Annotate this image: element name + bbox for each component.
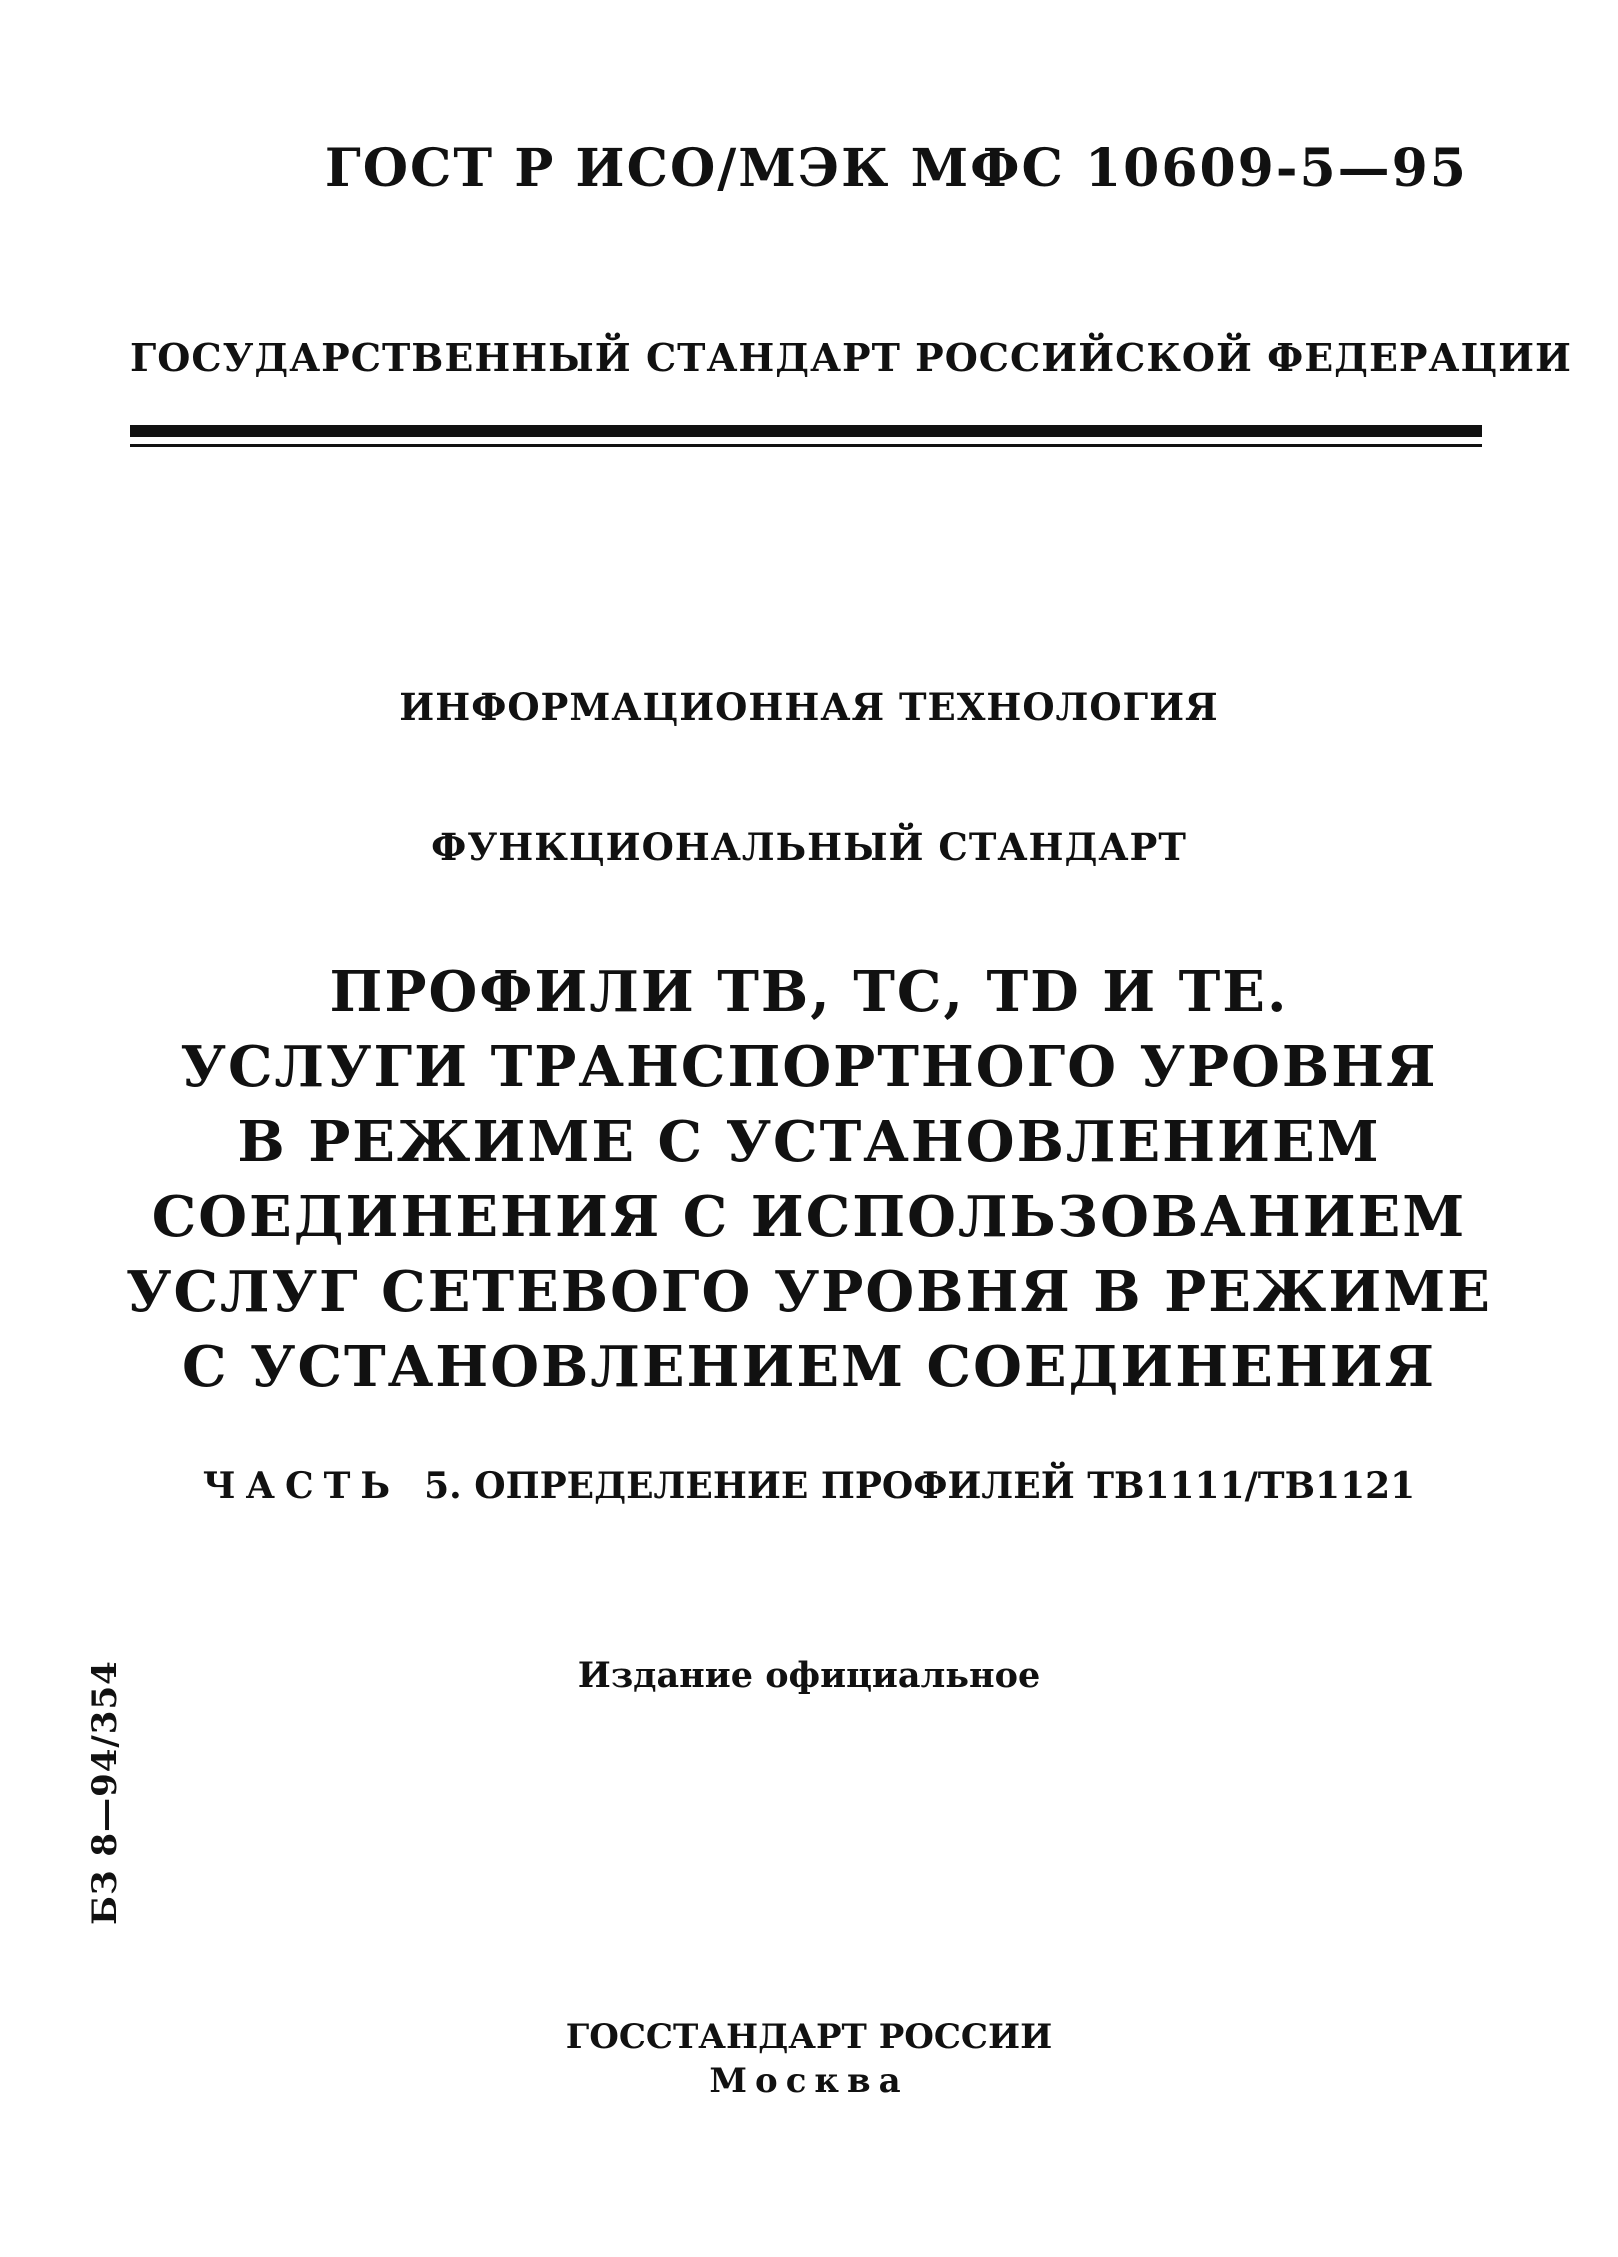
title-line: С УСТАНОВЛЕНИЕМ СОЕДИНЕНИЯ xyxy=(181,1334,1437,1400)
part-title: 5. ОПРЕДЕЛЕНИЕ ПРОФИЛЕЙ ТВ1111/ТВ1121 xyxy=(424,1465,1416,1507)
title-line: ПРОФИЛИ ТВ, ТС, TD И ТЕ. xyxy=(329,959,1289,1025)
state-standard-heading: ГОСУДАРСТВЕННЫЙ СТАНДАРТ РОССИЙСКОЙ ФЕДЕРАЦИИ xyxy=(130,335,1572,380)
title-line: УСЛУГИ ТРАНСПОРТНОГО УРОВНЯ xyxy=(180,1034,1438,1100)
title-line: В РЕЖИМЕ С УСТАНОВЛЕНИЕМ xyxy=(237,1109,1381,1175)
publisher-city: Москва xyxy=(709,2061,909,2101)
header-rule-thin xyxy=(130,444,1482,447)
standard-designation: ГОСТ Р ИСО/МЭК МФС 10609-5—95 xyxy=(324,138,1468,199)
subject-heading: ИНФОРМАЦИОННАЯ ТЕХНОЛОГИЯ xyxy=(399,685,1219,729)
part-heading xyxy=(0,1465,1618,1507)
document-title xyxy=(0,955,1618,1405)
part-word: ЧАСТЬ xyxy=(202,1465,401,1507)
title-line: СОЕДИНЕНИЯ С ИСПОЛЬЗОВАНИЕМ xyxy=(151,1184,1467,1250)
publisher-block xyxy=(0,2015,1618,2103)
edition-note: Издание официальное xyxy=(577,1655,1041,1696)
publisher-name: ГОССТАНДАРТ РОССИИ xyxy=(565,2017,1053,2057)
title-line: УСЛУГ СЕТЕВОГО УРОВНЯ В РЕЖИМЕ xyxy=(126,1259,1492,1325)
header-rule-thick xyxy=(130,425,1482,437)
standard-kind-heading: ФУНКЦИОНАЛЬНЫЙ СТАНДАРТ xyxy=(431,825,1187,869)
side-catalog-code: БЗ 8—94/354 xyxy=(85,1660,125,1925)
